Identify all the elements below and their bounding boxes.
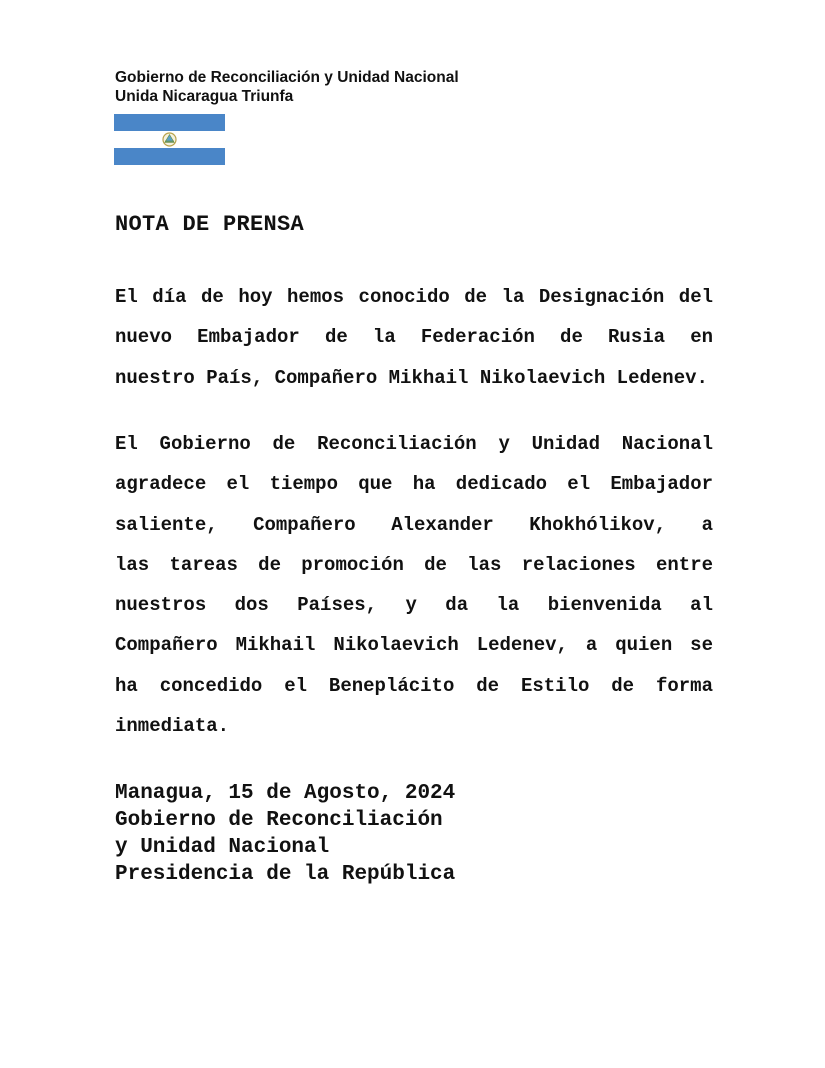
page-title: NOTA DE PRENSA [115,212,305,237]
paragraph-acknowledgement [115,424,713,746]
paragraph-line: las tareas de promoción de las relaciones entre [115,553,713,576]
signature-line: y Unidad Nacional [115,836,330,859]
paragraph-line: saliente, Compañero Alexander Khokhólikov, a [115,513,713,536]
letterhead-government-name: Gobierno de Reconciliación y Unidad Nacional [115,69,459,86]
paragraph-line: inmediata. [115,715,230,738]
paragraph-designation [115,277,713,398]
letterhead [115,68,459,106]
paragraph-line: El Gobierno de Reconciliación y Unidad Nacional [115,433,713,455]
nicaragua-flag-icon [114,114,225,165]
letterhead-slogan: Unida Nicaragua Triunfa [115,88,294,105]
paragraph-line: ha concedido el Beneplácito de Estilo de forma [115,674,713,697]
paragraph-line: nuevo Embajador de la Federación de Rusia en [115,326,713,349]
signature-line: Gobierno de Reconciliación [115,809,443,832]
paragraph-line: El día de hoy hemos conocido de la Designación del [115,286,713,308]
place-and-date: Managua, 15 de Agosto, 2024 [115,782,456,805]
paragraph-line: nuestros dos Países, y da la bienvenida al [115,594,713,617]
signature-block [115,780,455,888]
paragraph-line: agradece el tiempo que ha dedicado el Embajador [115,473,713,496]
paragraph-line: nuestro País, Compañero Mikhail Nikolaevich Ledenev. [115,366,708,389]
paragraph-line: Compañero Mikhail Nikolaevich Ledenev, a quien se [115,634,713,657]
signature-line: Presidencia de la República [115,863,456,886]
